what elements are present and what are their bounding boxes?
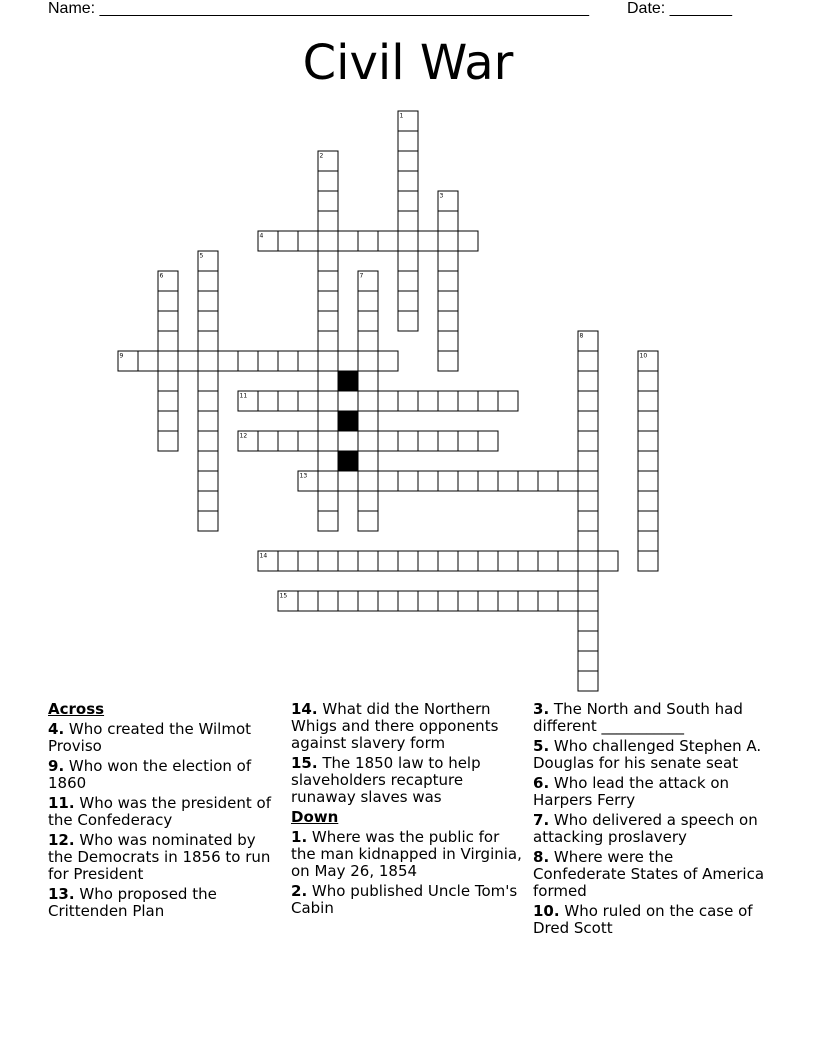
grid-cell[interactable]: [498, 551, 518, 571]
clue-text: Where was the public for the man kidnapped in Virginia, on May 26, 1854: [291, 828, 522, 880]
grid-cell[interactable]: [338, 551, 358, 571]
grid-cell[interactable]: [438, 251, 458, 271]
clue-text: The North and South had different ___________: [533, 700, 743, 735]
clue-text: Who was nominated by the Democrats in 1856 to run for President: [48, 831, 271, 883]
grid-cell[interactable]: [438, 231, 458, 251]
clue-number-label: 10: [639, 352, 648, 360]
grid-cell[interactable]: [278, 431, 298, 451]
grid-cell[interactable]: [178, 351, 198, 371]
grid-cell[interactable]: [298, 591, 318, 611]
grid-cell[interactable]: [278, 551, 298, 571]
grid-cell[interactable]: [378, 231, 398, 251]
grid-cell[interactable]: [358, 391, 378, 411]
grid-cell[interactable]: [298, 431, 318, 451]
grid-cell[interactable]: [138, 351, 158, 371]
grid-cell[interactable]: [358, 311, 378, 331]
grid-cell[interactable]: [478, 551, 498, 571]
grid-cell[interactable]: [318, 271, 338, 291]
grid-cell[interactable]: [198, 451, 218, 471]
grid-cell[interactable]: [578, 591, 598, 611]
grid-cell[interactable]: [578, 551, 598, 571]
grid-cell[interactable]: [518, 551, 538, 571]
grid-cell[interactable]: [498, 391, 518, 411]
grid-cell[interactable]: [638, 471, 658, 491]
grid-cell[interactable]: [338, 351, 358, 371]
grid-cell[interactable]: [358, 451, 378, 471]
grid-cell[interactable]: [438, 431, 458, 451]
grid-cell[interactable]: [318, 371, 338, 391]
grid-cell[interactable]: [558, 551, 578, 571]
clue-number-label: 15: [279, 592, 288, 600]
grid-cell[interactable]: [318, 171, 338, 191]
clue-text: Who challenged Stephen A. Douglas for his senate seat: [533, 737, 762, 772]
across-heading: Across: [48, 700, 105, 718]
grid-cell[interactable]: [358, 351, 378, 371]
grid-cell[interactable]: [458, 471, 478, 491]
across-clue-4: [48, 721, 280, 755]
grid-cell[interactable]: [158, 391, 178, 411]
down-clue-5: [533, 738, 765, 772]
grid-cell[interactable]: [318, 211, 338, 231]
grid-cell[interactable]: [458, 391, 478, 411]
grid-cell[interactable]: [338, 431, 358, 451]
grid-cell[interactable]: [438, 271, 458, 291]
grid-cell[interactable]: [378, 551, 398, 571]
grid-cell[interactable]: [578, 391, 598, 411]
clue-text: Who proposed the Crittenden Plan: [48, 885, 217, 920]
grid-cell[interactable]: [358, 411, 378, 431]
grid-cell[interactable]: [418, 231, 438, 251]
grid-cell[interactable]: [358, 511, 378, 531]
grid-cell[interactable]: [578, 491, 598, 511]
grid-cell[interactable]: [398, 211, 418, 231]
grid-cell[interactable]: [158, 311, 178, 331]
grid-cell[interactable]: [198, 471, 218, 491]
across-clue-12: [48, 832, 280, 883]
grid-cell[interactable]: [358, 431, 378, 451]
grid-cell[interactable]: [438, 331, 458, 351]
grid-cell[interactable]: [498, 471, 518, 491]
grid-cell[interactable]: [558, 471, 578, 491]
grid-cell[interactable]: [378, 431, 398, 451]
grid-cell[interactable]: [378, 591, 398, 611]
grid-cell[interactable]: [398, 291, 418, 311]
grid-cell[interactable]: [318, 251, 338, 271]
clue-number: 13 .: [48, 885, 75, 903]
grid-cell[interactable]: [358, 231, 378, 251]
grid-cell[interactable]: [418, 591, 438, 611]
clue-number: 5 .: [533, 737, 549, 755]
grid-cell[interactable]: [318, 331, 338, 351]
grid-cell[interactable]: [198, 371, 218, 391]
grid-cell[interactable]: [398, 151, 418, 171]
grid-cell[interactable]: [398, 311, 418, 331]
grid-cell[interactable]: [538, 591, 558, 611]
grid-cell[interactable]: [398, 591, 418, 611]
grid-cell[interactable]: [578, 671, 598, 691]
grid-cell[interactable]: [198, 331, 218, 351]
clue-text: Who won the election of 1860: [48, 757, 252, 792]
grid-cell[interactable]: [478, 591, 498, 611]
grid-cell[interactable]: [318, 591, 338, 611]
grid-cell[interactable]: [298, 231, 318, 251]
clue-number: 1 .: [291, 828, 307, 846]
clue-number-label: 11: [239, 392, 248, 400]
across-clue-14: [291, 701, 523, 752]
grid-cell[interactable]: [338, 471, 358, 491]
page-title: Civil War: [302, 35, 514, 91]
clue-number: 2 .: [291, 882, 307, 900]
grid-cell[interactable]: [318, 391, 338, 411]
across-clue-13: [48, 886, 280, 920]
grid-cell[interactable]: [358, 371, 378, 391]
blocked-cell: [338, 371, 358, 391]
clue-text: The 1850 law to help slaveholders recapture runaway slaves was: [291, 754, 481, 806]
grid-cell[interactable]: [278, 351, 298, 371]
down-clue-6: [533, 775, 765, 809]
clue-number: 4 .: [48, 720, 64, 738]
grid-cell[interactable]: [478, 471, 498, 491]
clue-text: What did the Northern Whigs and there opponents against slavery form: [291, 700, 499, 752]
grid-cell[interactable]: [158, 331, 178, 351]
grid-cell[interactable]: [638, 551, 658, 571]
clue-number-label: 2: [319, 152, 324, 160]
name-label: Name:: [48, 0, 96, 17]
clue-number: 10 .: [533, 902, 560, 920]
grid-cell[interactable]: [358, 291, 378, 311]
grid-cell[interactable]: [578, 511, 598, 531]
grid-cell[interactable]: [398, 231, 418, 251]
grid-cell[interactable]: [318, 431, 338, 451]
grid-cell[interactable]: [318, 511, 338, 531]
grid-cell[interactable]: [158, 351, 178, 371]
clue-number: 11 .: [48, 794, 75, 812]
clue-number: 14 .: [291, 700, 318, 718]
clue-column-2: [291, 701, 523, 920]
name-blank[interactable]: _______________________________________________________: [99, 0, 589, 17]
grid-cell[interactable]: [378, 391, 398, 411]
clue-number: 15 .: [291, 754, 318, 772]
grid-cell[interactable]: [398, 391, 418, 411]
clue-number-label: 12: [239, 432, 248, 440]
grid-cell[interactable]: [398, 431, 418, 451]
grid-cell[interactable]: [418, 471, 438, 491]
grid-cell[interactable]: [158, 411, 178, 431]
grid-cell[interactable]: [258, 351, 278, 371]
grid-cell[interactable]: [278, 391, 298, 411]
grid-cell[interactable]: [578, 351, 598, 371]
grid-cell[interactable]: [358, 551, 378, 571]
blocked-cell: [338, 411, 358, 431]
grid-cell[interactable]: [318, 351, 338, 371]
grid-cell[interactable]: [438, 351, 458, 371]
date-blank[interactable]: _______: [669, 0, 732, 17]
grid-cell[interactable]: [198, 511, 218, 531]
clue-text: Where were the Confederate States of America formed: [533, 848, 765, 900]
grid-cell[interactable]: [578, 451, 598, 471]
down-clue-8: [533, 849, 765, 900]
grid-cell[interactable]: [198, 291, 218, 311]
down-clue-2: [291, 883, 523, 917]
down-clue-7: [533, 812, 765, 846]
grid-cell[interactable]: [318, 551, 338, 571]
clue-number-label: 3: [439, 192, 444, 200]
clue-number: 7 .: [533, 811, 549, 829]
grid-cell[interactable]: [318, 491, 338, 511]
clue-number: 12 .: [48, 831, 75, 849]
clue-number-label: 6: [159, 272, 164, 280]
grid-cell[interactable]: [538, 471, 558, 491]
grid-cell[interactable]: [358, 471, 378, 491]
clue-number-label: 4: [259, 232, 264, 240]
clue-column-3: [533, 701, 765, 940]
clue-number-label: 9: [119, 352, 124, 360]
down-clue-1: [291, 829, 523, 880]
grid-cell[interactable]: [318, 411, 338, 431]
grid-cell[interactable]: [558, 591, 578, 611]
grid-cell[interactable]: [258, 391, 278, 411]
grid-cell[interactable]: [318, 291, 338, 311]
grid-cell[interactable]: [238, 351, 258, 371]
clue-number-label: 8: [579, 332, 584, 340]
grid-cell[interactable]: [578, 371, 598, 391]
across-clue-9: [48, 758, 280, 792]
clue-column-1: [48, 701, 280, 923]
grid-cell[interactable]: [358, 591, 378, 611]
grid-cell[interactable]: [198, 411, 218, 431]
grid-cell[interactable]: [278, 231, 298, 251]
grid-cell[interactable]: [198, 391, 218, 411]
grid-cell[interactable]: [398, 271, 418, 291]
clue-text: Who was the president of the Confederacy: [48, 794, 272, 829]
grid-cell[interactable]: [458, 551, 478, 571]
grid-cell[interactable]: [418, 551, 438, 571]
grid-cell[interactable]: [198, 271, 218, 291]
grid-cell[interactable]: [638, 531, 658, 551]
grid-cell[interactable]: [578, 631, 598, 651]
grid-cell[interactable]: [438, 311, 458, 331]
grid-cell[interactable]: [438, 471, 458, 491]
clue-number: 3 .: [533, 700, 549, 718]
grid-cell[interactable]: [318, 451, 338, 471]
grid-cell[interactable]: [318, 311, 338, 331]
grid-cell[interactable]: [478, 431, 498, 451]
clue-text: Who created the Wilmot Proviso: [48, 720, 252, 755]
grid-cell[interactable]: [458, 431, 478, 451]
across-clue-11: [48, 795, 280, 829]
grid-cell[interactable]: [158, 431, 178, 451]
grid-cell[interactable]: [638, 411, 658, 431]
grid-cell[interactable]: [578, 431, 598, 451]
clue-number-label: 13: [299, 472, 308, 480]
grid-cell[interactable]: [378, 351, 398, 371]
grid-cell[interactable]: [198, 311, 218, 331]
grid-cell[interactable]: [298, 351, 318, 371]
grid-cell[interactable]: [398, 131, 418, 151]
clue-number: 9 .: [48, 757, 64, 775]
grid-cell[interactable]: [638, 451, 658, 471]
grid-cell[interactable]: [318, 231, 338, 251]
grid-cell[interactable]: [438, 591, 458, 611]
grid-cell[interactable]: [398, 471, 418, 491]
grid-cell[interactable]: [338, 231, 358, 251]
grid-cell[interactable]: [198, 351, 218, 371]
grid-cell[interactable]: [638, 391, 658, 411]
grid-cell[interactable]: [518, 471, 538, 491]
grid-cell[interactable]: [578, 571, 598, 591]
grid-cell[interactable]: [378, 471, 398, 491]
clue-number-label: 7: [359, 272, 364, 280]
grid-cell[interactable]: [538, 551, 558, 571]
clue-number: 8 .: [533, 848, 549, 866]
grid-cell[interactable]: [438, 551, 458, 571]
grid-cell[interactable]: [298, 391, 318, 411]
grid-cell[interactable]: [438, 211, 458, 231]
clue-text: Who ruled on the case of Dred Scott: [533, 902, 753, 937]
grid-cell[interactable]: [258, 431, 278, 451]
date-label: Date:: [627, 0, 666, 17]
grid-cell[interactable]: [438, 291, 458, 311]
blocked-cell: [338, 451, 358, 471]
grid-cell[interactable]: [438, 391, 458, 411]
clue-text: Who published Uncle Tom's Cabin: [291, 882, 518, 917]
grid-cell[interactable]: [518, 591, 538, 611]
grid-cell[interactable]: [398, 191, 418, 211]
grid-cell[interactable]: [158, 371, 178, 391]
grid-cell[interactable]: [638, 431, 658, 451]
grid-cell[interactable]: [598, 551, 618, 571]
grid-cell[interactable]: [578, 471, 598, 491]
grid-cell[interactable]: [498, 591, 518, 611]
grid-cell[interactable]: [338, 391, 358, 411]
grid-cell[interactable]: [158, 291, 178, 311]
grid-cell[interactable]: [398, 251, 418, 271]
clue-number-label: 14: [259, 552, 268, 560]
clue-text: Who lead the attack on Harpers Ferry: [533, 774, 729, 809]
grid-cell[interactable]: [318, 471, 338, 491]
grid-cell[interactable]: [638, 491, 658, 511]
grid-cell[interactable]: [218, 351, 238, 371]
grid-cell[interactable]: [638, 511, 658, 531]
down-clue-3: [533, 701, 765, 735]
across-clue-15: [291, 755, 523, 806]
down-clue-10: [533, 903, 765, 937]
grid-cell[interactable]: [318, 191, 338, 211]
grid-cell[interactable]: [478, 391, 498, 411]
grid-cell[interactable]: [398, 171, 418, 191]
grid-cell[interactable]: [198, 431, 218, 451]
grid-cell[interactable]: [458, 231, 478, 251]
grid-cell[interactable]: [338, 591, 358, 611]
grid-cell[interactable]: [358, 331, 378, 351]
grid-cell[interactable]: [198, 491, 218, 511]
clue-number: 6 .: [533, 774, 549, 792]
grid-cell[interactable]: [578, 651, 598, 671]
grid-cell[interactable]: [298, 551, 318, 571]
clue-text: Who delivered a speech on attacking proslavery: [533, 811, 758, 846]
grid-cell[interactable]: [398, 551, 418, 571]
down-heading: Down: [291, 808, 339, 826]
clue-number-label: 1: [399, 112, 404, 120]
grid-cell[interactable]: [638, 371, 658, 391]
grid-cell[interactable]: [578, 411, 598, 431]
grid-cell[interactable]: [418, 431, 438, 451]
grid-cell[interactable]: [358, 491, 378, 511]
grid-cell[interactable]: [578, 531, 598, 551]
clue-number-label: 5: [199, 252, 204, 260]
grid-cell[interactable]: [458, 591, 478, 611]
grid-cell[interactable]: [418, 391, 438, 411]
grid-cell[interactable]: [578, 611, 598, 631]
